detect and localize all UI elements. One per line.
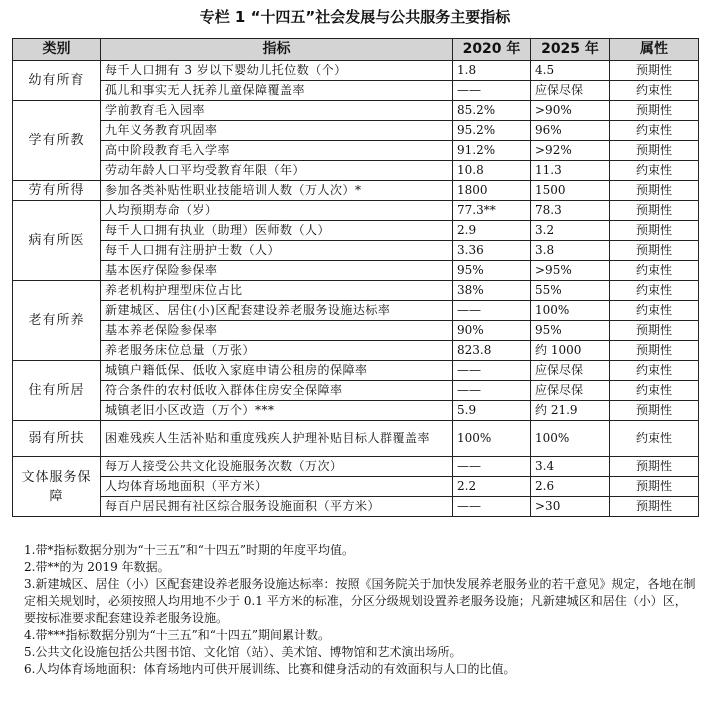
value-2025-cell: 96% xyxy=(531,121,610,141)
indicator-cell: 学前教育毛入园率 xyxy=(101,101,453,121)
value-2025-cell: 1500 xyxy=(531,181,610,201)
value-2025-cell: 3.4 xyxy=(531,457,610,477)
footnotes xyxy=(24,542,696,678)
indicator-cell: 人均预期寿命（岁） xyxy=(101,201,453,221)
table-row xyxy=(13,181,699,201)
attribute-cell: 约束性 xyxy=(610,161,699,181)
indicator-cell: 养老机构护理型床位占比 xyxy=(101,281,453,301)
category-cell: 弱有所扶 xyxy=(13,421,101,457)
attribute-cell: 预期性 xyxy=(610,321,699,341)
attribute-cell: 预期性 xyxy=(610,101,699,121)
table-row xyxy=(13,241,699,261)
value-2025-cell: 100% xyxy=(531,421,610,457)
indicator-table xyxy=(12,38,699,517)
value-2020-cell: 2.9 xyxy=(453,221,531,241)
table-title: 专栏 1 “十四五”社会发展与公共服务主要指标 xyxy=(199,8,511,26)
value-2025-cell: >30 xyxy=(531,497,610,517)
attribute-cell: 约束性 xyxy=(610,121,699,141)
footnote: 1.带*指标数据分别为“十三五”和“十四五”时期的年度平均值。 xyxy=(24,543,354,557)
table-row xyxy=(13,361,699,381)
value-2020-cell: 10.8 xyxy=(453,161,531,181)
value-2020-cell: 90% xyxy=(453,321,531,341)
value-2025-cell: >92% xyxy=(531,141,610,161)
category-cell: 学有所教 xyxy=(13,101,101,181)
footnote: 3.新建城区、居住（小）区配套建设养老服务设施达标率：按照《国务院关于加快发展养老服务业的若干意见》规定，各地在制定相关规划时，必须按照人均用地不少于 0.1 平方米的标准，分区分级规划设置养老服务设施；凡新建城区和居住（小）区，要按标准要求配套建设养老服务设施。 xyxy=(24,577,696,625)
indicator-cell: 新建城区、居住(小)区配套建设养老服务设施达标率 xyxy=(101,301,453,321)
value-2025-cell: 55% xyxy=(531,281,610,301)
value-2020-cell: 1.8 xyxy=(453,61,531,81)
indicator-cell: 养老服务床位总量（万张） xyxy=(101,341,453,361)
indicator-cell: 每千人口拥有注册护士数（人） xyxy=(101,241,453,261)
value-2020-cell: —— xyxy=(453,361,531,381)
table-row xyxy=(13,401,699,421)
attribute-cell: 约束性 xyxy=(610,381,699,401)
attribute-cell: 预期性 xyxy=(610,221,699,241)
value-2020-cell: 38% xyxy=(453,281,531,301)
table-row xyxy=(13,61,699,81)
header-2025: 2025 年 xyxy=(531,39,610,61)
table-row xyxy=(13,141,699,161)
attribute-cell: 约束性 xyxy=(610,421,699,457)
value-2020-cell: 91.2% xyxy=(453,141,531,161)
indicator-cell: 高中阶段教育毛入学率 xyxy=(101,141,453,161)
category-cell: 劳有所得 xyxy=(13,181,101,201)
category-cell: 住有所居 xyxy=(13,361,101,421)
category-cell: 病有所医 xyxy=(13,201,101,281)
value-2020-cell: 95% xyxy=(453,261,531,281)
attribute-cell: 约束性 xyxy=(610,281,699,301)
attribute-cell: 预期性 xyxy=(610,141,699,161)
value-2020-cell: —— xyxy=(453,497,531,517)
attribute-cell: 预期性 xyxy=(610,61,699,81)
value-2020-cell: —— xyxy=(453,81,531,101)
table-row xyxy=(13,477,699,497)
footnote: 6.人均体育场地面积：体育场地内可供开展训练、比赛和健身活动的有效面积与人口的比值。 xyxy=(24,662,516,676)
attribute-cell: 约束性 xyxy=(610,301,699,321)
value-2020-cell: 100% xyxy=(453,421,531,457)
table-row xyxy=(13,421,699,457)
attribute-cell: 预期性 xyxy=(610,401,699,421)
attribute-cell: 约束性 xyxy=(610,361,699,381)
header-2020: 2020 年 xyxy=(453,39,531,61)
attribute-cell: 预期性 xyxy=(610,457,699,477)
attribute-cell: 预期性 xyxy=(610,201,699,221)
attribute-cell: 约束性 xyxy=(610,261,699,281)
indicator-cell: 每万人接受公共文化设施服务次数（万次） xyxy=(101,457,453,477)
indicator-cell: 城镇老旧小区改造（万个）*** xyxy=(101,401,453,421)
category-cell: 老有所养 xyxy=(13,281,101,361)
value-2025-cell: 3.2 xyxy=(531,221,610,241)
table-row xyxy=(13,101,699,121)
value-2020-cell: —— xyxy=(453,301,531,321)
table-row xyxy=(13,201,699,221)
value-2020-cell: 3.36 xyxy=(453,241,531,261)
indicator-cell: 劳动年龄人口平均受教育年限（年） xyxy=(101,161,453,181)
table-row xyxy=(13,121,699,141)
header-attribute: 属性 xyxy=(610,39,699,61)
table-row xyxy=(13,381,699,401)
attribute-cell: 约束性 xyxy=(610,81,699,101)
value-2025-cell: 应保尽保 xyxy=(531,81,610,101)
table-row xyxy=(13,321,699,341)
header-row xyxy=(13,39,699,61)
value-2025-cell: 约 21.9 xyxy=(531,401,610,421)
table-row xyxy=(13,161,699,181)
value-2025-cell: 4.5 xyxy=(531,61,610,81)
attribute-cell: 预期性 xyxy=(610,477,699,497)
indicator-cell: 人均体育场地面积（平方米） xyxy=(101,477,453,497)
header-category: 类别 xyxy=(13,39,101,61)
header-indicator: 指标 xyxy=(101,39,453,61)
value-2025-cell: 11.3 xyxy=(531,161,610,181)
value-2025-cell: 应保尽保 xyxy=(531,381,610,401)
indicator-cell: 困难残疾人生活补贴和重度残疾人护理补贴目标人群覆盖率 xyxy=(101,421,453,457)
attribute-cell: 预期性 xyxy=(610,181,699,201)
footnote: 4.带***指标数据分别为“十三五”和“十四五”期间累计数。 xyxy=(24,628,330,642)
value-2025-cell: >90% xyxy=(531,101,610,121)
value-2025-cell: 应保尽保 xyxy=(531,361,610,381)
value-2025-cell: 95% xyxy=(531,321,610,341)
footnote: 2.带**的为 2019 年数据。 xyxy=(24,560,170,574)
value-2020-cell: 2.2 xyxy=(453,477,531,497)
value-2020-cell: 95.2% xyxy=(453,121,531,141)
indicator-cell: 城镇户籍低保、低收入家庭申请公租房的保障率 xyxy=(101,361,453,381)
value-2020-cell: —— xyxy=(453,457,531,477)
table-row xyxy=(13,81,699,101)
indicator-cell: 每千人口拥有 3 岁以下婴幼儿托位数（个） xyxy=(101,61,453,81)
value-2020-cell: 85.2% xyxy=(453,101,531,121)
value-2025-cell: 100% xyxy=(531,301,610,321)
table-row xyxy=(13,221,699,241)
indicator-cell: 每百户居民拥有社区综合服务设施面积（平方米） xyxy=(101,497,453,517)
value-2025-cell: 78.3 xyxy=(531,201,610,221)
indicator-cell: 孤儿和事实无人抚养儿童保障覆盖率 xyxy=(101,81,453,101)
table-row xyxy=(13,497,699,517)
category-cell: 文体服务保障 xyxy=(13,457,101,517)
table-row xyxy=(13,301,699,321)
value-2020-cell: —— xyxy=(453,381,531,401)
indicator-cell: 基本养老保险参保率 xyxy=(101,321,453,341)
indicator-cell: 每千人口拥有执业（助理）医师数（人） xyxy=(101,221,453,241)
value-2020-cell: 823.8 xyxy=(453,341,531,361)
table-row xyxy=(13,457,699,477)
attribute-cell: 预期性 xyxy=(610,241,699,261)
category-cell: 幼有所育 xyxy=(13,61,101,101)
indicator-cell: 符合条件的农村低收入群体住房安全保障率 xyxy=(101,381,453,401)
value-2025-cell: >95% xyxy=(531,261,610,281)
value-2020-cell: 5.9 xyxy=(453,401,531,421)
indicator-cell: 九年义务教育巩固率 xyxy=(101,121,453,141)
table-row xyxy=(13,281,699,301)
footnote: 5.公共文化设施包括公共图书馆、文化馆（站）、美术馆、博物馆和艺术演出场所。 xyxy=(24,645,462,659)
attribute-cell: 预期性 xyxy=(610,497,699,517)
value-2025-cell: 3.8 xyxy=(531,241,610,261)
attribute-cell: 预期性 xyxy=(610,341,699,361)
indicator-cell: 基本医疗保险参保率 xyxy=(101,261,453,281)
table-row xyxy=(13,261,699,281)
indicator-cell: 参加各类补贴性职业技能培训人数（万人次）* xyxy=(101,181,453,201)
value-2025-cell: 2.6 xyxy=(531,477,610,497)
table-row xyxy=(13,341,699,361)
value-2020-cell: 1800 xyxy=(453,181,531,201)
value-2020-cell: 77.3** xyxy=(453,201,531,221)
value-2025-cell: 约 1000 xyxy=(531,341,610,361)
